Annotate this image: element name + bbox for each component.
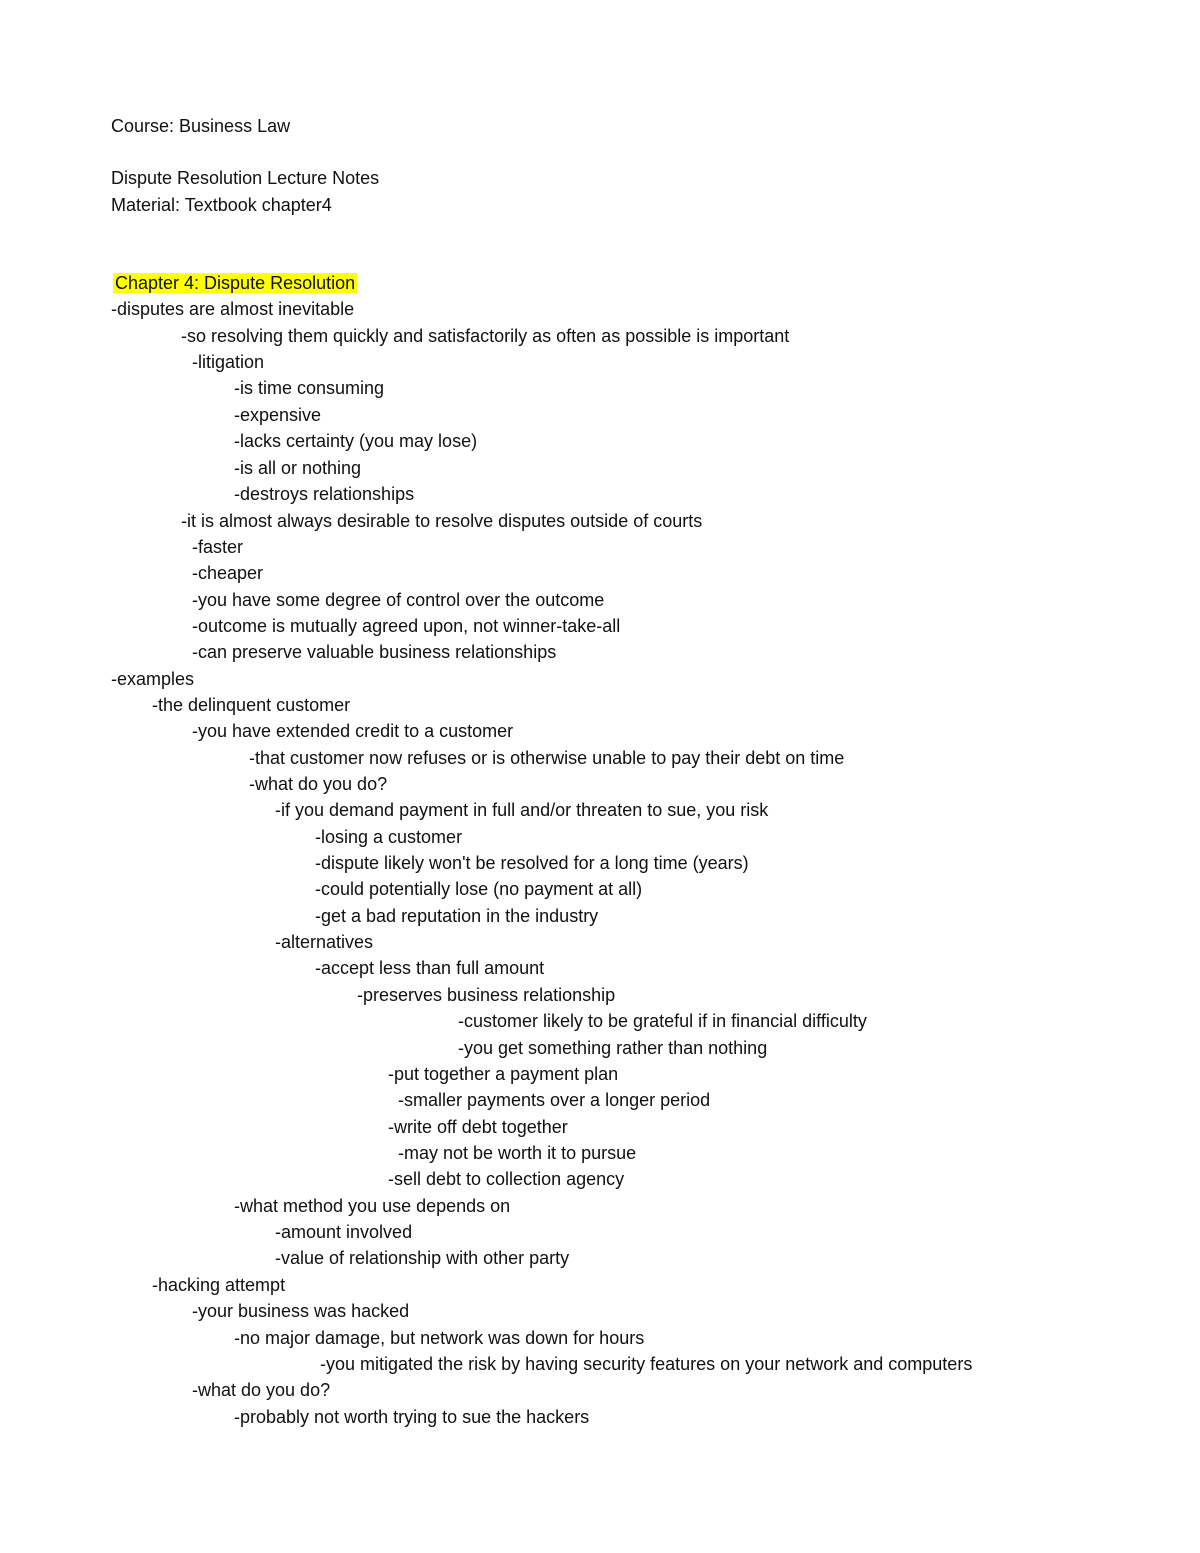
chapter-heading-text: Chapter 4: Dispute Resolution bbox=[115, 273, 356, 293]
note-line: -lacks certainty (you may lose) bbox=[234, 431, 478, 451]
note-line: -get a bad reputation in the industry bbox=[315, 906, 599, 926]
material-line: Material: Textbook chapter4 bbox=[111, 195, 332, 215]
note-line: -you get something rather than nothing bbox=[458, 1038, 768, 1058]
note-line: -what method you use depends on bbox=[234, 1196, 511, 1216]
notes-title: Dispute Resolution Lecture Notes bbox=[111, 168, 380, 188]
note-line: -smaller payments over a longer period bbox=[398, 1090, 711, 1110]
note-line: -examples bbox=[111, 669, 195, 689]
note-line: -what do you do? bbox=[192, 1380, 331, 1400]
note-line: -the delinquent customer bbox=[152, 695, 351, 715]
note-line: -outcome is mutually agreed upon, not winner-take-all bbox=[192, 616, 621, 636]
note-line: -alternatives bbox=[275, 932, 374, 952]
note-line: -put together a payment plan bbox=[388, 1064, 619, 1084]
note-line: -you have some degree of control over the outcome bbox=[192, 590, 605, 610]
note-line: -destroys relationships bbox=[234, 484, 415, 504]
note-line: -it is almost always desirable to resolve disputes outside of courts bbox=[181, 511, 703, 531]
note-line: -you mitigated the risk by having security features on your network and computers bbox=[320, 1354, 973, 1374]
note-line: -cheaper bbox=[192, 563, 264, 583]
note-line: -so resolving them quickly and satisfactorily as often as possible is important bbox=[181, 326, 790, 346]
note-line: -may not be worth it to pursue bbox=[398, 1143, 637, 1163]
note-line: -your business was hacked bbox=[192, 1301, 410, 1321]
note-line: -if you demand payment in full and/or threaten to sue, you risk bbox=[275, 800, 769, 820]
note-line: -is time consuming bbox=[234, 378, 385, 398]
note-line: -losing a customer bbox=[315, 827, 463, 847]
course-line: Course: Business Law bbox=[111, 116, 291, 136]
note-line: -sell debt to collection agency bbox=[388, 1169, 625, 1189]
note-line: -faster bbox=[192, 537, 244, 557]
note-line: -that customer now refuses or is otherwise unable to pay their debt on time bbox=[249, 748, 845, 768]
note-line: -hacking attempt bbox=[152, 1275, 286, 1295]
note-line: -dispute likely won't be resolved for a long time (years) bbox=[315, 853, 749, 873]
note-line: -probably not worth trying to sue the hackers bbox=[234, 1407, 590, 1427]
note-line: -preserves business relationship bbox=[357, 985, 616, 1005]
note-line: -accept less than full amount bbox=[315, 958, 545, 978]
note-line: -write off debt together bbox=[388, 1117, 568, 1137]
note-line: -can preserve valuable business relationships bbox=[192, 642, 557, 662]
note-line: -value of relationship with other party bbox=[275, 1248, 570, 1268]
chapter-heading bbox=[113, 272, 357, 294]
note-line: -you have extended credit to a customer bbox=[192, 721, 514, 741]
note-line: -could potentially lose (no payment at all) bbox=[315, 879, 643, 899]
note-line: -expensive bbox=[234, 405, 322, 425]
note-line: -no major damage, but network was down for hours bbox=[234, 1328, 645, 1348]
note-line: -what do you do? bbox=[249, 774, 388, 794]
note-line: -litigation bbox=[192, 352, 265, 372]
note-line: -is all or nothing bbox=[234, 458, 362, 478]
note-line: -amount involved bbox=[275, 1222, 413, 1242]
note-line: -disputes are almost inevitable bbox=[111, 299, 355, 319]
note-line: -customer likely to be grateful if in financial difficulty bbox=[458, 1011, 867, 1031]
